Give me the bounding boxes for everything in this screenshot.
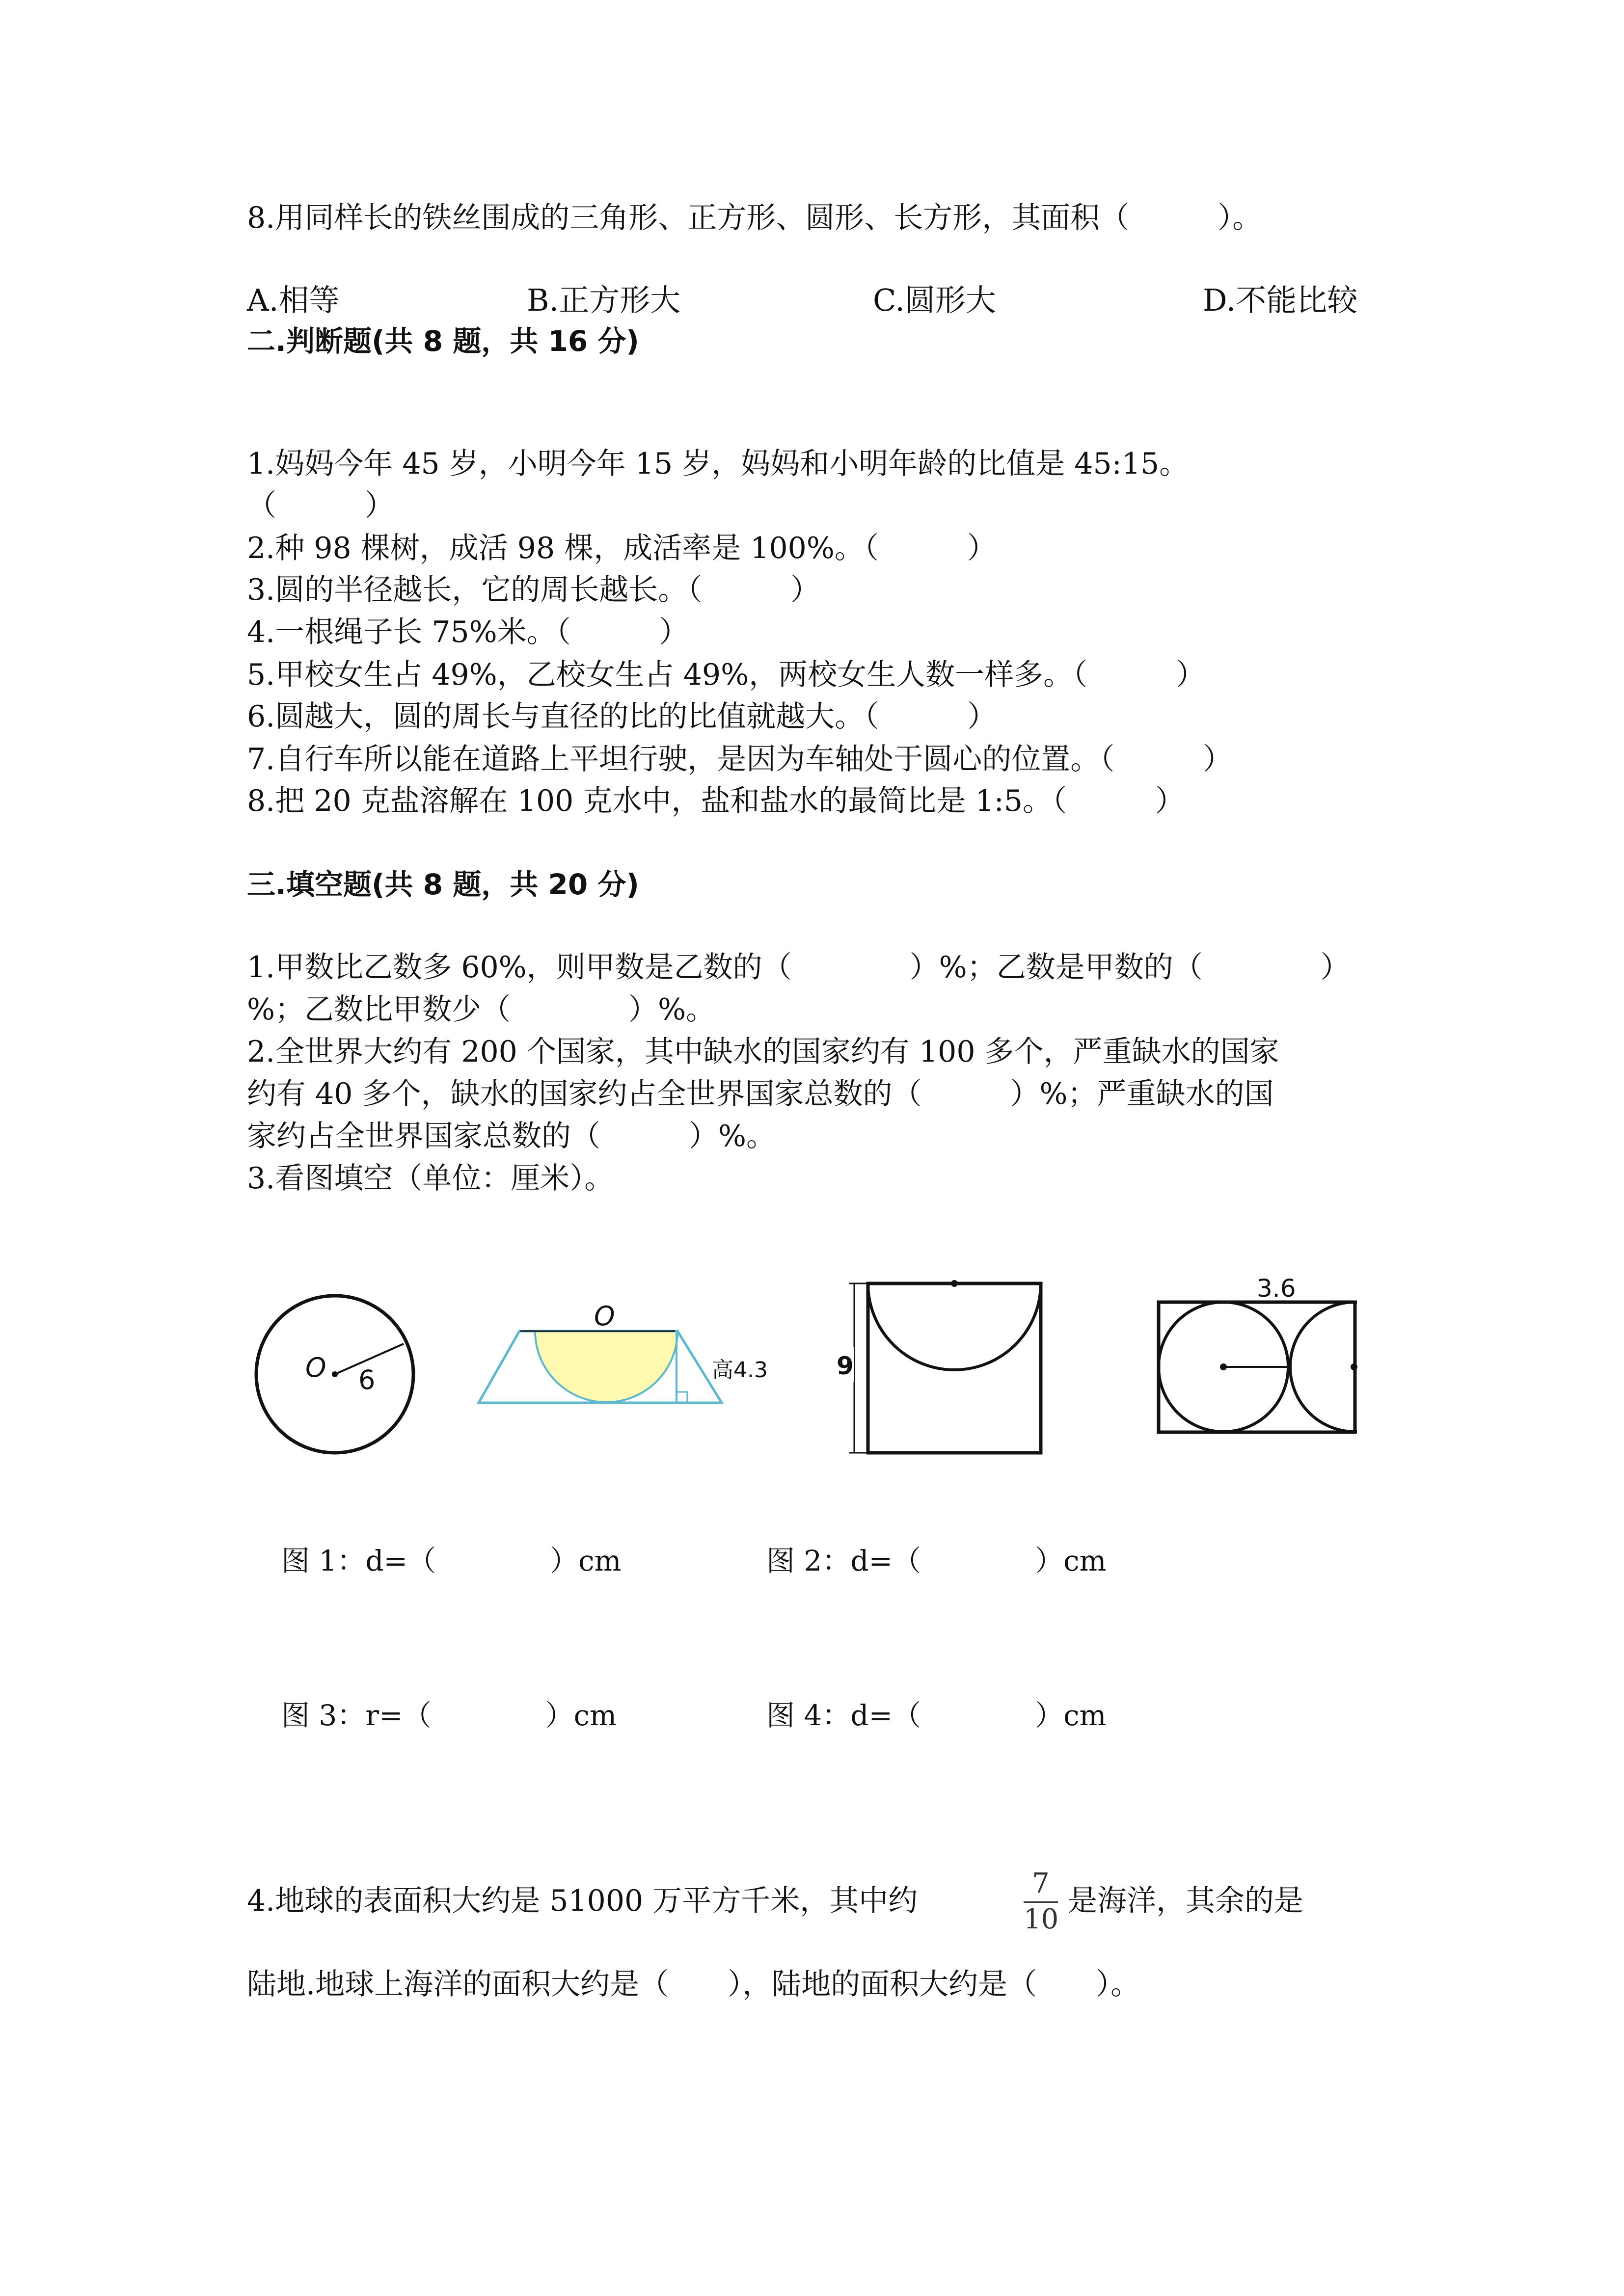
judge-line-7: 7.自行车所以能在道路上平坦行驶，是因为车轴处于圆心的位置。（ ） bbox=[247, 742, 1233, 776]
option-c: C.圆形大 bbox=[873, 282, 996, 318]
judge-line-8: 8.把 20 克盐溶解在 100 克水中，盐和盐水的最简比是 1:5。（ ） bbox=[247, 784, 1185, 818]
fig4-top-label: 3.6 bbox=[1257, 1274, 1296, 1303]
caption-fig2: 图 2：d=（ ）cm bbox=[766, 1544, 1107, 1577]
fill-line-1: 1.甲数比乙数多 60%，则甲数是乙数的（ ）%；乙数是甲数的（ ） bbox=[247, 950, 1350, 985]
fill-line-3: 3.看图填空（单位：厘米）。 bbox=[247, 1161, 614, 1196]
q4-fraction bbox=[1024, 1870, 1058, 1933]
option-d: D.不能比较 bbox=[1203, 282, 1358, 318]
fill-line-2-end: 家约占全世界国家总数的（ ）%。 bbox=[247, 1119, 776, 1153]
judge-line-1-bracket: （ ） bbox=[247, 488, 394, 523]
fig1-radius-label: 6 bbox=[358, 1364, 376, 1395]
caption-fig4: 图 4：d=（ ）cm bbox=[766, 1699, 1107, 1732]
fig3-side-label: 9 bbox=[837, 1352, 854, 1380]
fill-line-1-cont: %；乙数比甲数少（ ）%。 bbox=[247, 992, 716, 1027]
judge-line-5: 5.甲校女生占 49%，乙校女生占 49%，两校女生人数一样多。（ ） bbox=[247, 658, 1206, 692]
fraction-denominator: 10 bbox=[1024, 1903, 1059, 1935]
section-3-title: 三.填空题(共 8 题，共 20 分) bbox=[247, 868, 639, 901]
judge-line-6: 6.圆越大，圆的周长与直径的比的比值就越大。（ ） bbox=[247, 699, 997, 734]
figure-2-trapezoid bbox=[479, 1301, 768, 1403]
judge-line-3: 3.圆的半径越长，它的周长越长。（ ） bbox=[247, 573, 820, 607]
figure-3-square bbox=[835, 1280, 1041, 1453]
question-8-text: 8.用同样长的铁丝围成的三角形、正方形、圆形、长方形，其面积（ ）。 bbox=[247, 201, 1262, 235]
caption-fig3: 图 3：r=（ ）cm bbox=[281, 1699, 617, 1732]
q4-text-part2: 是海洋，其余的是 bbox=[1068, 1884, 1303, 1918]
figure-1-circle bbox=[256, 1296, 413, 1453]
figures-diagram bbox=[0, 1256, 1624, 1551]
fig2-height-label: 高4.3 bbox=[712, 1358, 768, 1383]
option-b: B.正方形大 bbox=[527, 282, 681, 318]
option-a: A.相等 bbox=[247, 282, 340, 318]
fraction-numerator: 7 bbox=[1032, 1868, 1050, 1899]
q4-text-line2: 陆地.地球上海洋的面积大约是（ ），陆地的面积大约是（ ）。 bbox=[247, 1967, 1140, 2002]
judge-line-2: 2.种 98 棵树，成活 98 棵，成活率是 100%。（ ） bbox=[247, 531, 997, 565]
fig2-center-label: O bbox=[594, 1301, 615, 1332]
figure-4-rectangle bbox=[1159, 1274, 1426, 1438]
q4-text-part1: 4.地球的表面积大约是 51000 万平方千米，其中约 bbox=[247, 1884, 918, 1918]
fill-line-2-cont: 约有 40 多个，缺水的国家约占全世界国家总数的（ ）%；严重缺水的国 bbox=[247, 1077, 1274, 1111]
fraction-bar bbox=[1024, 1901, 1058, 1903]
fig1-center-label: O bbox=[305, 1352, 326, 1383]
section-2-title: 二.判断题(共 8 题，共 16 分) bbox=[247, 324, 639, 358]
caption-fig1: 图 1：d=（ ）cm bbox=[281, 1544, 622, 1577]
judge-line-4: 4.一根绳子长 75%米。（ ） bbox=[247, 615, 689, 649]
fill-line-2: 2.全世界大约有 200 个国家，其中缺水的国家约有 100 多个，严重缺水的国家 bbox=[247, 1035, 1279, 1069]
judge-line-1: 1.妈妈今年 45 岁，小明今年 15 岁，妈妈和小明年龄的比值是 45:15。 bbox=[247, 447, 1189, 481]
